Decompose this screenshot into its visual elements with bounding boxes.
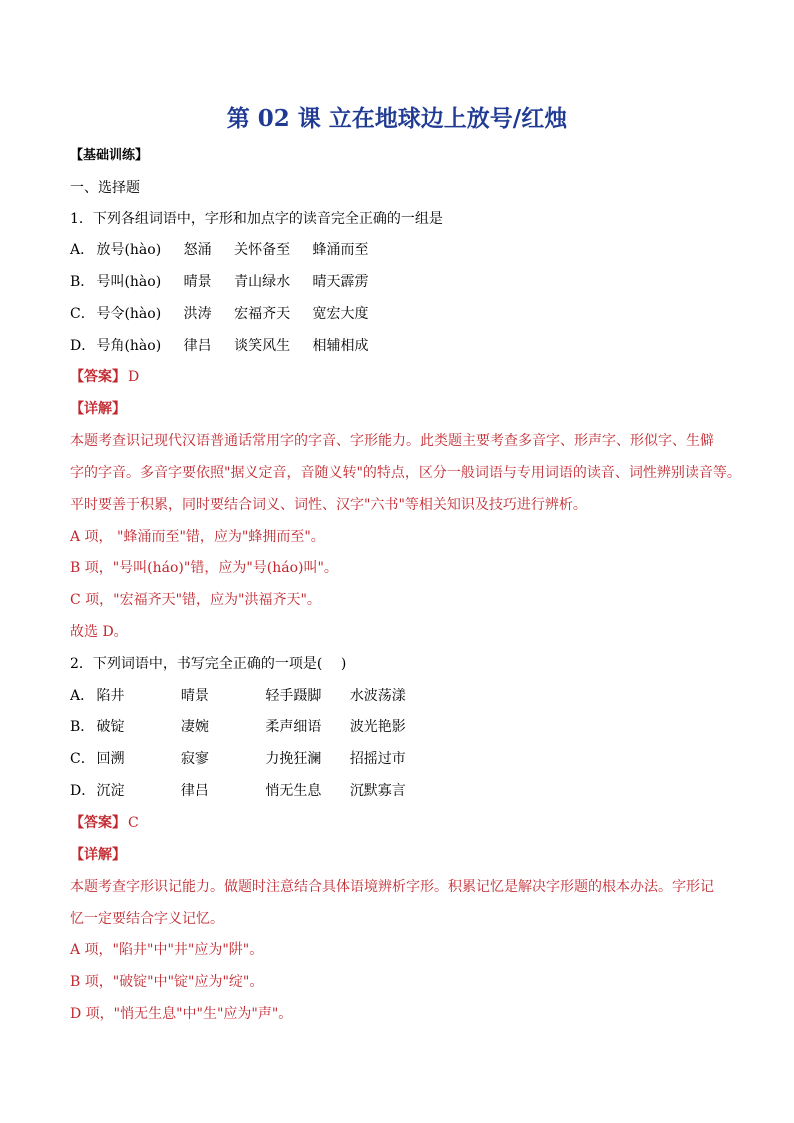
option-label: C．: [70, 306, 95, 322]
q1-option-c: [70, 304, 730, 324]
option-word: 柔声细语: [265, 719, 322, 735]
option-word: 谈笑风生: [234, 338, 291, 354]
option-word: 波光艳影: [349, 719, 406, 735]
q1-answer: [70, 367, 730, 387]
option-word: 力挽狂澜: [265, 751, 322, 767]
option-word: 律吕: [180, 783, 209, 799]
option-label: D．: [70, 338, 96, 354]
option-word: 号令(hào): [96, 306, 162, 322]
q1-explanation-line-3: 平时要善于积累，同时要结合词义、词性、汉字"六书"等相关知识及技巧进行辨析。: [70, 497, 587, 513]
q2-option-c: [70, 749, 730, 769]
option-word: 轻手蹑脚: [265, 688, 322, 704]
q1-item-c: C 项，"宏福齐天"错，应为"洪福齐天"。: [70, 592, 321, 608]
option-word: 招摇过市: [349, 751, 406, 767]
option-label: D．: [70, 783, 96, 799]
option-word: 悄无生息: [265, 783, 322, 799]
answer-tag: 【答案】: [70, 369, 126, 385]
option-label: C．: [70, 751, 95, 767]
page-title: 第 02 课 立在地球边上放号/红烛: [226, 105, 568, 132]
option-label: A．: [70, 688, 95, 704]
q1-stem: 1．下列各组词语中，字形和加点字的读音完全正确的一组是: [70, 211, 443, 227]
option-word: 凄婉: [180, 719, 209, 735]
option-label: B．: [70, 719, 95, 735]
q2-item-a: A 项，"陷井"中"井"应为"阱"。: [70, 942, 264, 958]
q2-stem: 2．下列词语中，书写完全正确的一项是( ): [70, 656, 347, 672]
q1-explanation-line-1: 本题考查识记现代汉语普通话常用字的字音、字形能力。此类题主要考查多音字、形声字、形似字、生僻: [70, 433, 714, 449]
answer-value: D: [128, 369, 140, 385]
option-word: 关怀备至: [234, 242, 291, 258]
q2-explanation-line-2: 忆一定要结合字义记忆。: [70, 911, 224, 927]
q2-detail-tag: 【详解】: [70, 847, 126, 863]
q2-explanation-line-1: 本题考查字形识记能力。做题时注意结合具体语境辨析字形。积累记忆是解决字形题的根本办法。字形记: [70, 879, 714, 895]
option-word: 陷井: [96, 688, 125, 704]
section-multiple-choice: 一、选择题: [70, 180, 140, 196]
q2-item-b: B 项，"破锭"中"锭"应为"绽"。: [70, 974, 264, 990]
q2-item-d: D 项，"悄无生息"中"生"应为"声"。: [70, 1006, 293, 1022]
q1-option-a: [70, 240, 730, 260]
option-word: 蜂涌而至: [312, 242, 369, 258]
q2-option-b: [70, 717, 730, 737]
option-word: 相辅相成: [312, 338, 369, 354]
q1-option-d: [70, 336, 730, 356]
option-word: 沉默寡言: [349, 783, 406, 799]
option-label: B．: [70, 274, 95, 290]
option-word: 宽宏大度: [312, 306, 369, 322]
q1-explanation-line-2: 字的字音。多音字要依照"据义定音，音随义转"的特点，区分一般词语与专用词语的读音、词性辨别读音等。: [70, 465, 741, 481]
option-label: A．: [70, 242, 95, 258]
option-word: 青山绿水: [234, 274, 291, 290]
option-word: 晴天霹雳: [312, 274, 369, 290]
option-word: 破锭: [96, 719, 125, 735]
q1-item-a: A 项， "蜂涌而至"错，应为"蜂拥而至"。: [70, 529, 325, 545]
option-word: 晴景: [183, 274, 212, 290]
q1-option-b: [70, 272, 730, 292]
q2-option-a: [70, 686, 730, 706]
option-word: 水波荡漾: [349, 688, 406, 704]
option-word: 沉淀: [96, 783, 125, 799]
section-basic-training: 【基础训练】: [70, 148, 149, 163]
answer-tag: 【答案】: [70, 815, 126, 831]
option-word: 洪涛: [183, 306, 212, 322]
q2-answer: [70, 813, 730, 833]
option-word: 律吕: [183, 338, 212, 354]
option-word: 怒涌: [183, 242, 212, 258]
q1-detail-tag: 【详解】: [70, 401, 126, 417]
q1-conclusion: 故选 D。: [70, 624, 128, 640]
option-word: 回溯: [96, 751, 125, 767]
option-word: 宏福齐天: [234, 306, 291, 322]
option-word: 号叫(hào): [96, 274, 162, 290]
option-word: 号角(hào): [96, 338, 162, 354]
answer-value: C: [128, 815, 139, 831]
q1-item-b: B 项，"号叫(háo)"错，应为"号(háo)叫"。: [70, 560, 338, 576]
option-word: 放号(hào): [96, 242, 162, 258]
option-word: 寂寥: [180, 751, 209, 767]
option-word: 晴景: [180, 688, 209, 704]
q2-option-d: [70, 781, 730, 801]
